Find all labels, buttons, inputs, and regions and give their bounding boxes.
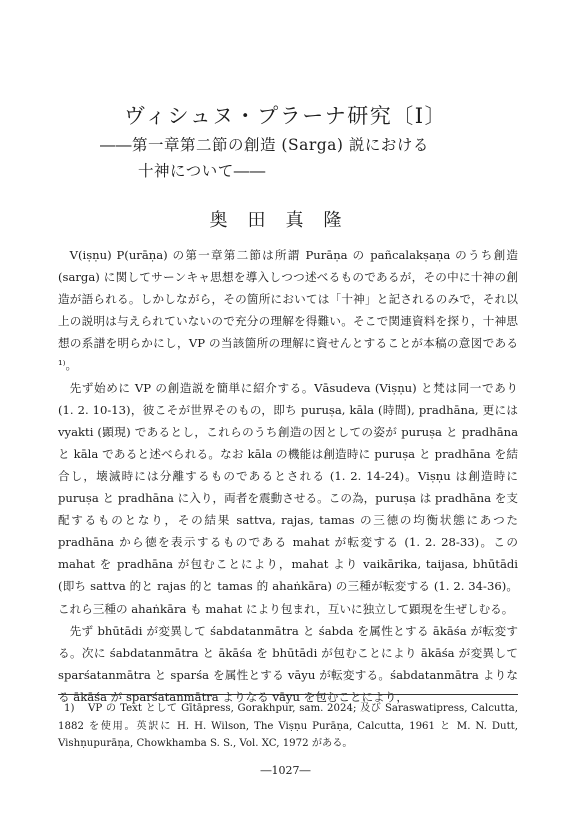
footnote-divider	[58, 694, 518, 695]
footnote-marker: 1)	[64, 703, 75, 714]
body-paragraph: V(iṣṇu) P(urāṇa) の第一章第二節は所謂 Purāṇa の pañcalakṣaṇa のうち創造 (sarga) に関してサーンキャ思想を導入しつつ述べるものであるが，その中に十神の創造が語られる。しかしながら，その箇所においては「十神」と記されるのみで，それ以上の説明は与えられていないので充分の理解を得難い。そこで関連資料を探り，十神思想の系譜を明らかにし，VP の当該箇所の理解に資せんとすることが本稿の意図である¹⁾。	[58, 248, 518, 373]
subtitle-line-1: ――第一章第二節の創造 (Sarga) 説における	[100, 136, 429, 154]
subtitle-line-2: 十神について――	[138, 162, 266, 180]
body-paragraph: 先ず bhūtādi が変異して śabdatanmātra と śabda を属性とする ākāśa が転変する。次に śabdatanmātra と ākāśa を bhūtādi が包むことにより ākāśa が変異して sparśatanmātra と sparśa を属性とする vāyu が転変する。śabdatanmātra よりなる ākāśa が sparśatanmātra よりなる vāyu を包むことにより，	[58, 623, 518, 704]
article-title: ヴィシュヌ・プラーナ研究〔Ⅰ〕	[123, 104, 448, 128]
page-number: ―1027―	[260, 764, 311, 777]
footnote-text: VP の Text として Gītāpress, Gorakhpur, sam. 2024; 及び Saraswatipress, Calcutta, 1882 を使用。英訳に H. H. Wilson, The Viṣṇu Purāṇa, Calcutta, 1961 と M. N. Dutt, Vishṇupurāṇa, Chowkhamba S. S., Vol. XC, 1972 がある。	[58, 703, 518, 749]
body-paragraph: 先ず始めに VP の創造説を簡単に紹介する。Vāsudeva (Viṣṇu) と梵は同一であり (1. 2. 10-13)，彼こそが世界そのもの，即ち puruṣa, kāla (時間), pradhāna, 更には vyakti (顕現) であるとし，これらのうち創造の因としての姿が puruṣa と pradhāna と kāla であると述べられる。なお kāla の機能は創造時に puruṣa と pradhāna を結合し，壊滅時には分離するものであるとされる (1. 2. 14-24)。Viṣṇu は創造時に puruṣa と pradhāna に入り，両者を震動させる。この為，puruṣa は pradhāna を支配するものとなり，その結果 sattva, rajas, tamas の三徳の均衡状態にあつた pradhāna から徳を表示するものである mahat が転変する (1. 2. 28-33)。この mahat を pradhāna が包むことにより，mahat より vaikārika, taijasa, bhūtādi (即ち sattva 的と rajas 的と tamas 的 ahaṅkāra) の三種が転変する (1. 2. 34-36)。これら三種の ahaṅkāra も mahat により包まれ，互いに独立して顕現を生ぜしむる。	[58, 380, 518, 616]
article-subtitle	[100, 132, 500, 184]
author-name: 奥田真隆	[209, 210, 362, 231]
footnote	[58, 700, 518, 753]
article-body	[58, 244, 518, 708]
